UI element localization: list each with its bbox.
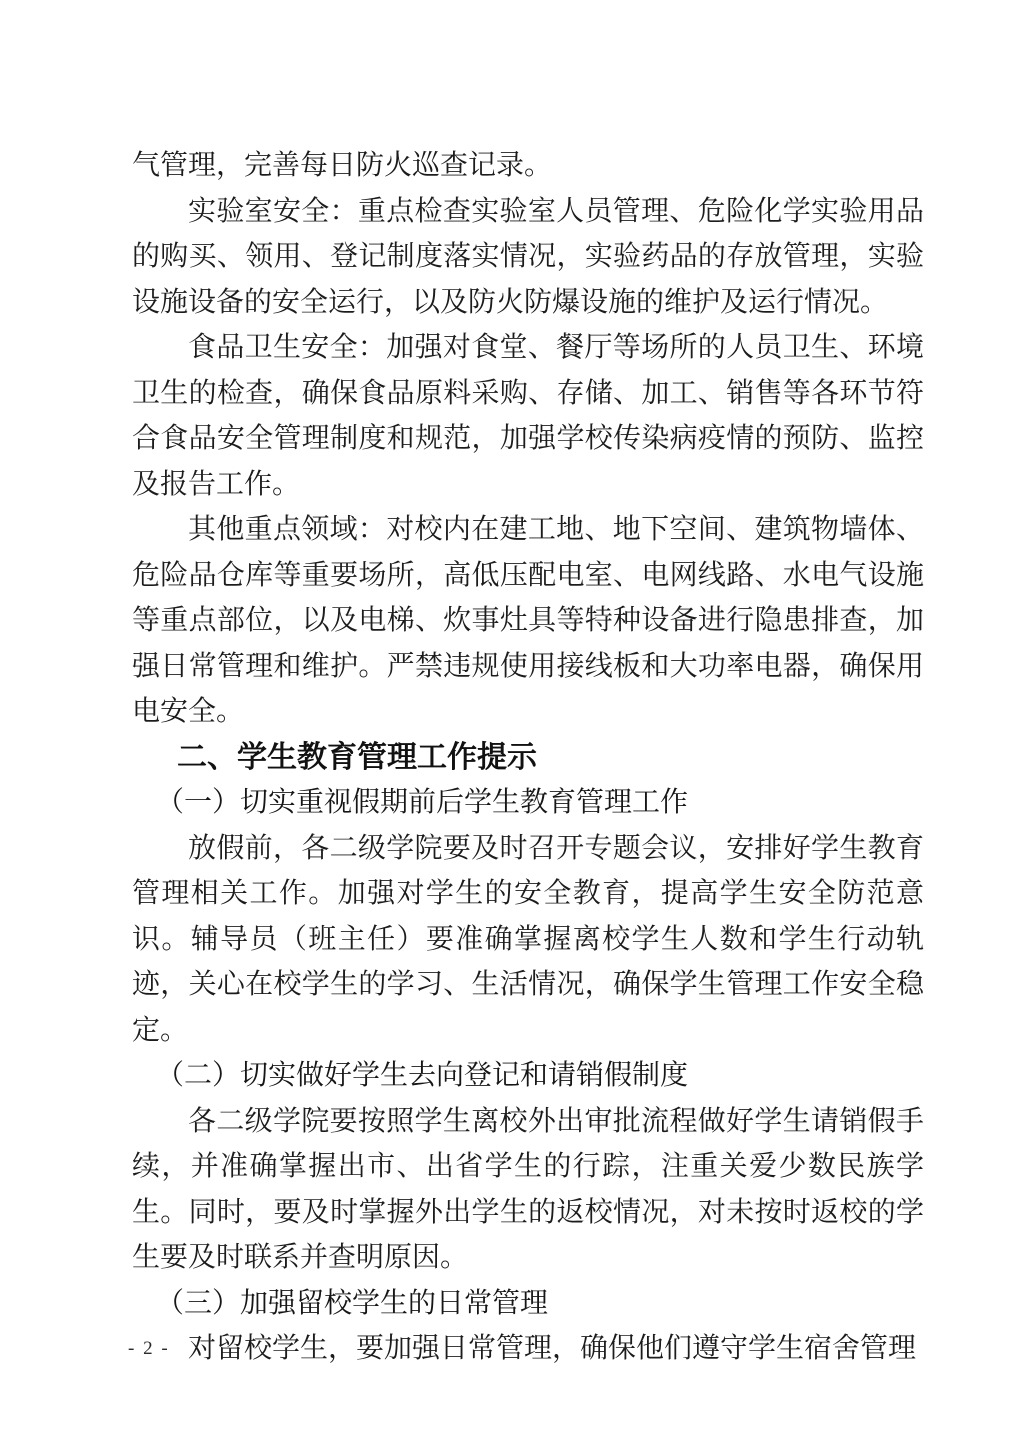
paragraph-other-key-areas: 其他重点领域：对校内在建工地、地下空间、建筑物墙体、危险品仓库等重要场所，高低压配电室、电网线路、水电气设施等重点部位，以及电梯、炊事灶具等特种设备进行隐患排查，加强日常管理和维护。严禁违规使用接线板和大功率电器，确保用电安全。: [132, 514, 924, 727]
paragraph-lab-safety: 实验室安全：重点检查实验室人员管理、危险化学实验用品的购买、领用、登记制度落实情况，实验药品的存放管理，实验设施设备的安全运行，以及防火防爆设施的维护及运行情况。: [132, 195, 924, 318]
page-number: - 2 -: [128, 1338, 170, 1359]
paragraph-continuation: 气管理，完善每日防火巡查记录。: [132, 150, 553, 181]
paragraph-on-campus-students: 对留校学生，要加强日常管理，确保他们遵守学生宿舍管理: [188, 1333, 917, 1364]
sub-heading-1: （一）切实重视假期前后学生教育管理工作: [156, 787, 689, 818]
section-heading-student-education: 二、学生教育管理工作提示: [177, 740, 537, 774]
document-body: [132, 143, 924, 1372]
paragraph-food-hygiene: 食品卫生安全：加强对食堂、餐厅等场所的人员卫生、环境卫生的检查，确保食品原料采购、存储、加工、销售等各环节符合食品安全管理制度和规范，加强学校传染病疫情的预防、监控及报告工作。: [132, 332, 924, 500]
sub-heading-3: （三）加强留校学生的日常管理: [156, 1287, 549, 1319]
sub-heading-2: （二）切实做好学生去向登记和请销假制度: [156, 1060, 689, 1091]
paragraph-before-holiday: 放假前，各二级学院要及时召开专题会议，安排好学生教育管理相关工作。加强对学生的安全教育，提高学生安全防范意识。辅导员（班主任）要准确掌握离校学生人数和学生行动轨迹，关心在校学生的学习、生活情况，确保学生管理工作安全稳定。: [132, 832, 924, 1046]
paragraph-leave-registration: 各二级学院要按照学生离校外出审批流程做好学生请销假手续，并准确掌握出市、出省学生的行踪，注重关爱少数民族学生。同时，要及时掌握外出学生的返校情况，对未按时返校的学生要及时联系并查明原因。: [132, 1105, 924, 1273]
